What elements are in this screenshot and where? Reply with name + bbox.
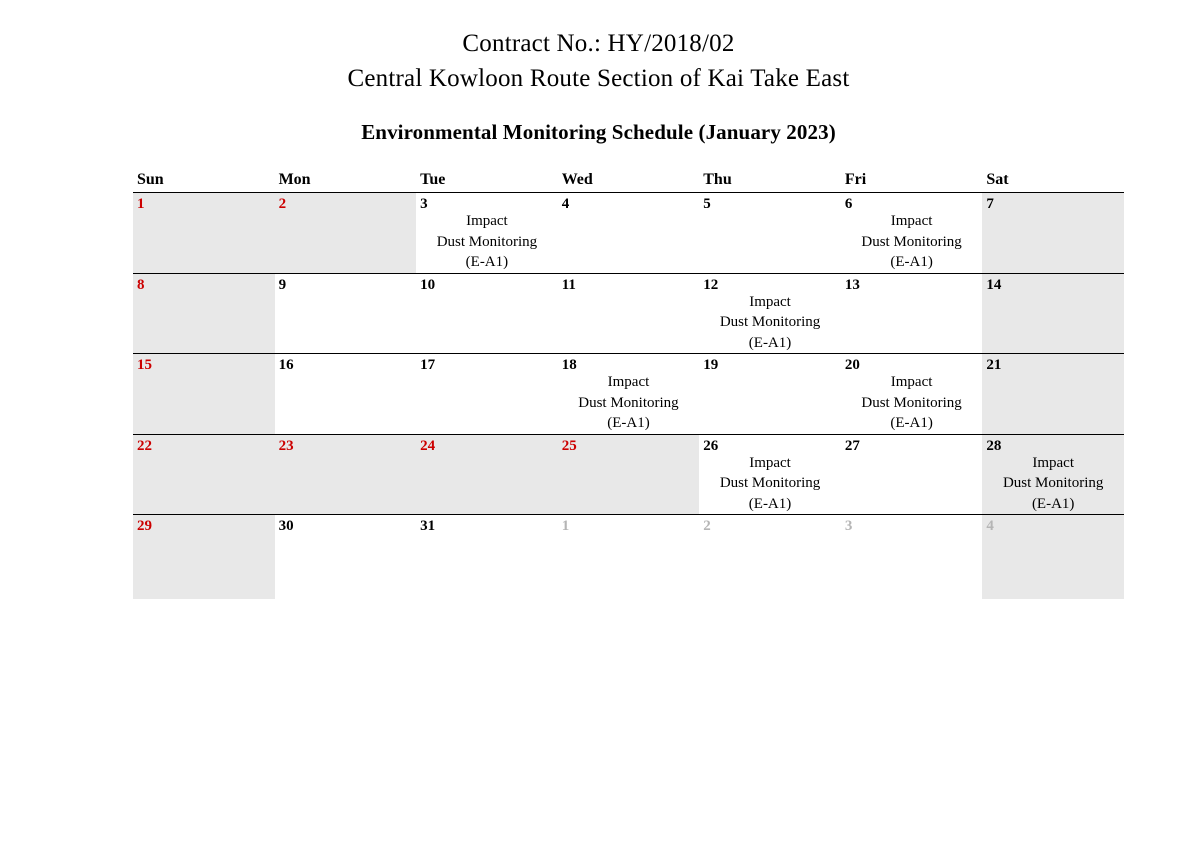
day-number: 27	[844, 437, 860, 454]
day-number: 14	[986, 276, 1002, 293]
monitoring-event-line: (E-A1)	[748, 334, 792, 351]
document-header	[0, 0, 1197, 145]
day-number: 21	[986, 357, 1002, 373]
day-number: 28	[986, 437, 1002, 454]
monitoring-event	[699, 453, 841, 515]
day-number: 3	[420, 196, 428, 212]
calendar-day-cell[interactable]	[982, 193, 1124, 274]
day-number: 8	[137, 276, 145, 293]
calendar-day-cell[interactable]	[558, 434, 700, 515]
monitoring-calendar	[133, 167, 1124, 599]
calendar-day-cell[interactable]	[699, 273, 841, 354]
day-number: 24	[420, 437, 436, 454]
calendar-day-cell[interactable]	[841, 273, 983, 354]
day-number: 6	[844, 196, 853, 212]
calendar-table	[133, 167, 1124, 599]
calendar-day-cell[interactable]	[558, 273, 700, 354]
calendar-day-cell[interactable]	[275, 434, 417, 515]
calendar-day-cell[interactable]	[416, 273, 558, 354]
calendar-week-row	[133, 515, 1124, 600]
calendar-day-cell[interactable]	[133, 273, 275, 354]
day-number: 15	[137, 357, 152, 373]
calendar-header-row	[133, 167, 1124, 193]
day-number: 18	[561, 357, 577, 373]
project-name-line: Central Kowloon Route Section of Kai Take East	[347, 65, 850, 92]
day-number: 29	[137, 518, 152, 534]
calendar-week-row	[133, 434, 1124, 515]
monitoring-event	[841, 372, 983, 434]
weekday-header-thu: Thu	[699, 167, 841, 193]
monitoring-event-line: (E-A1)	[607, 415, 650, 431]
weekday-header-sat: Sat	[982, 167, 1124, 193]
weekday-header-wed: Wed	[558, 167, 700, 193]
day-number: 7	[986, 196, 994, 212]
calendar-day-cell[interactable]	[416, 354, 558, 435]
day-number: 11	[561, 276, 576, 293]
calendar-day-cell[interactable]	[558, 515, 700, 600]
calendar-day-cell[interactable]	[275, 354, 417, 435]
weekday-header-mon: Mon	[275, 167, 417, 193]
calendar-week-row	[133, 193, 1124, 274]
day-number: 23	[278, 437, 294, 454]
monitoring-event-line: Dust Monitoring	[861, 394, 962, 411]
calendar-day-cell[interactable]	[982, 273, 1124, 354]
monitoring-event-line: Dust Monitoring	[436, 233, 538, 250]
weekday-header-fri: Fri	[841, 167, 983, 193]
monitoring-event	[699, 292, 841, 354]
calendar-day-cell[interactable]	[982, 354, 1124, 435]
calendar-week-row	[133, 273, 1124, 354]
day-number: 22	[137, 437, 152, 454]
day-number: 16	[278, 357, 294, 373]
calendar-day-cell[interactable]	[699, 515, 841, 600]
calendar-day-cell[interactable]	[699, 434, 841, 515]
calendar-day-cell[interactable]	[982, 515, 1124, 600]
calendar-day-cell[interactable]	[416, 515, 558, 600]
calendar-day-cell[interactable]	[841, 354, 983, 435]
monitoring-event-line: (E-A1)	[890, 415, 933, 431]
calendar-day-cell[interactable]	[841, 193, 983, 274]
monitoring-event-line: (E-A1)	[1031, 495, 1075, 512]
calendar-day-cell[interactable]	[699, 193, 841, 274]
day-number: 13	[844, 276, 860, 293]
day-number: 1	[137, 196, 145, 212]
day-number: 12	[703, 276, 719, 293]
calendar-day-cell[interactable]	[133, 515, 275, 600]
calendar-day-cell[interactable]	[275, 273, 417, 354]
calendar-day-cell[interactable]	[699, 354, 841, 435]
calendar-day-cell[interactable]	[416, 434, 558, 515]
monitoring-event	[982, 453, 1124, 515]
calendar-day-cell[interactable]	[982, 434, 1124, 515]
day-number: 1	[561, 518, 570, 534]
monitoring-event-line: Impact	[749, 293, 791, 310]
monitoring-event-line: Dust Monitoring	[719, 475, 821, 491]
weekday-header-tue: Tue	[416, 167, 558, 193]
day-number: 20	[844, 357, 860, 373]
day-number: 26	[703, 437, 719, 454]
monitoring-event-line: Impact	[607, 374, 650, 390]
monitoring-event-line: (E-A1)	[890, 254, 933, 270]
monitoring-event	[416, 211, 558, 273]
calendar-day-cell[interactable]	[558, 354, 700, 435]
monitoring-event-line: Dust Monitoring	[1002, 475, 1104, 491]
schedule-title: Environmental Monitoring Schedule (January 2023)	[361, 120, 836, 144]
calendar-day-cell[interactable]	[275, 193, 417, 274]
calendar-day-cell[interactable]	[558, 193, 700, 274]
day-number: 2	[278, 196, 287, 212]
day-number: 4	[986, 518, 994, 534]
day-number: 19	[703, 357, 719, 373]
monitoring-event-line: Impact	[466, 213, 508, 229]
monitoring-event-line: Impact	[749, 454, 791, 471]
calendar-body	[133, 193, 1124, 600]
calendar-day-cell[interactable]	[133, 193, 275, 274]
contract-number-line: Contract No.: HY/2018/02	[462, 30, 735, 57]
monitoring-event	[558, 372, 700, 434]
calendar-day-cell[interactable]	[133, 434, 275, 515]
day-number: 25	[561, 437, 577, 454]
day-number: 10	[420, 276, 436, 293]
day-number: 31	[420, 518, 436, 534]
calendar-day-cell[interactable]	[133, 354, 275, 435]
monitoring-event	[841, 211, 983, 273]
monitoring-event-line: (E-A1)	[465, 254, 509, 270]
calendar-day-cell[interactable]	[841, 434, 983, 515]
day-number: 30	[278, 518, 294, 534]
monitoring-event-line: Dust Monitoring	[861, 233, 962, 250]
day-number: 5	[703, 196, 711, 212]
day-number: 3	[844, 518, 853, 534]
day-number: 2	[703, 518, 711, 534]
monitoring-event-line: Dust Monitoring	[719, 314, 821, 330]
day-number: 17	[420, 357, 436, 373]
day-number: 4	[561, 196, 570, 212]
calendar-week-row	[133, 354, 1124, 435]
monitoring-event-line: Impact	[890, 374, 933, 390]
monitoring-event-line: Impact	[1032, 454, 1075, 471]
monitoring-event-line: Dust Monitoring	[578, 394, 679, 411]
weekday-header-sun: Sun	[133, 167, 275, 193]
calendar-day-cell[interactable]	[841, 515, 983, 600]
monitoring-event-line: (E-A1)	[748, 495, 792, 512]
calendar-day-cell[interactable]	[416, 193, 558, 274]
monitoring-event-line: Impact	[890, 213, 933, 229]
day-number: 9	[278, 276, 287, 293]
calendar-day-cell[interactable]	[275, 515, 417, 600]
